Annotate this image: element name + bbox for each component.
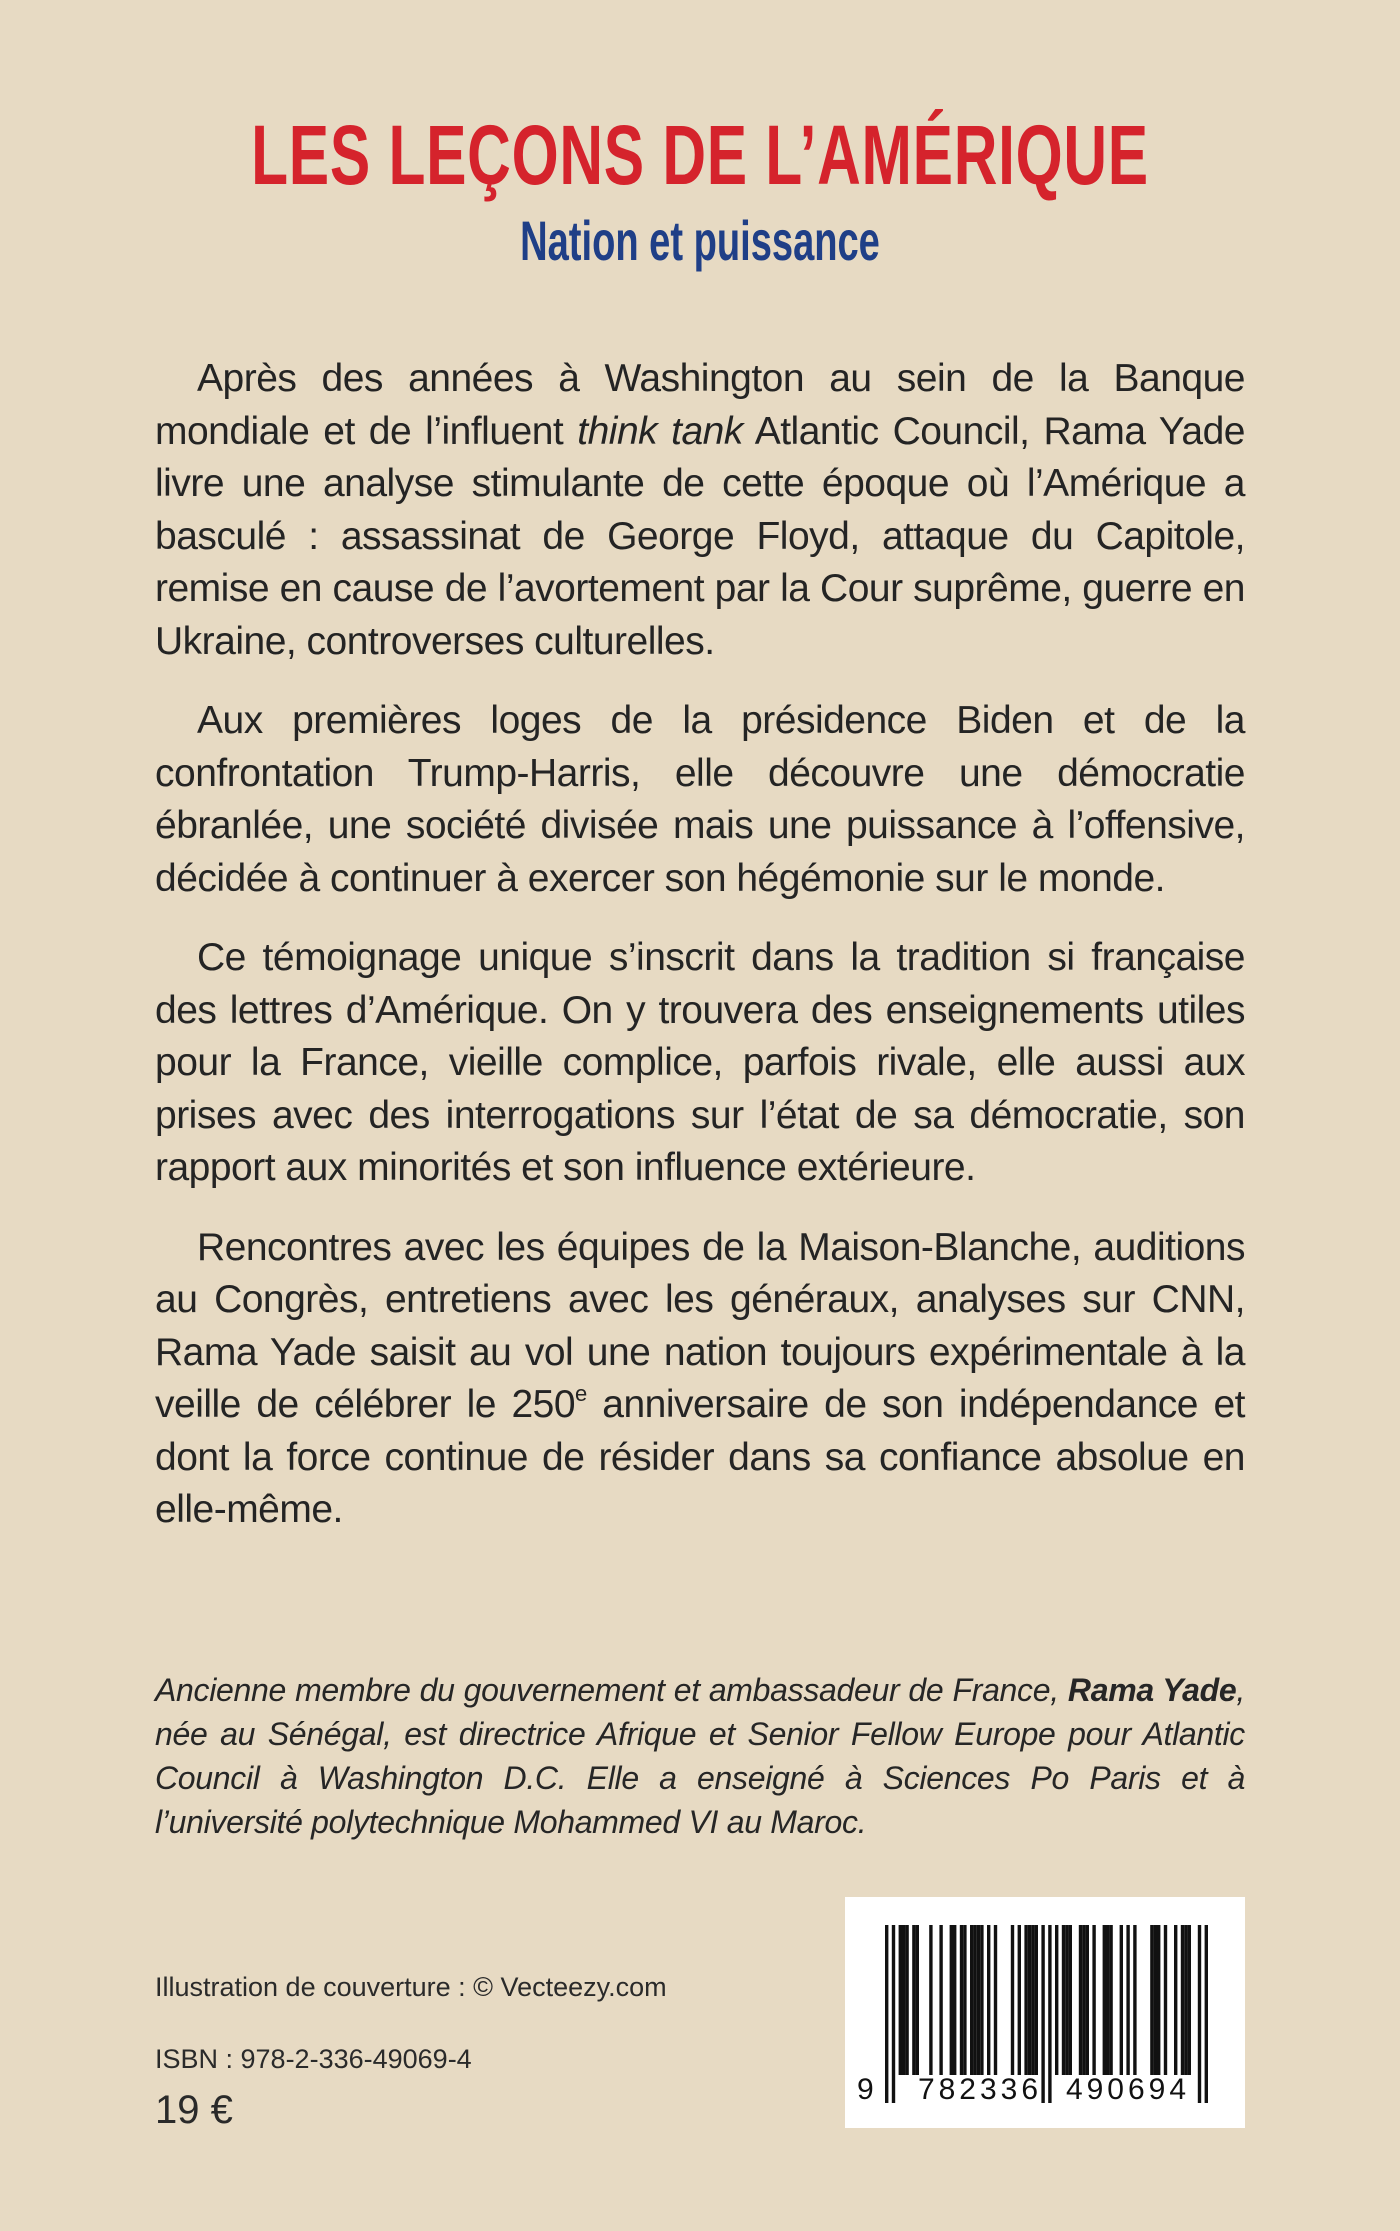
barcode-bar xyxy=(1126,1925,1129,2075)
barcode-bar xyxy=(980,1925,983,2075)
barcode-bar xyxy=(916,1925,919,2075)
blurb-paragraph-2: Aux premières loges de la présidence Biden et de la confrontation Trump-Harris, elle découvre une démocratie ébranlée, une société divisée mais une puissance à l’offensive, décidée à continuer à exercer son hégémonie sur le monde. xyxy=(155,699,1245,900)
barcode-bar xyxy=(1109,1925,1112,2075)
barcode-bar xyxy=(1205,1925,1208,2103)
barcode-bar xyxy=(902,1925,905,2075)
barcode-bar xyxy=(1048,1925,1051,2103)
barcode-bar xyxy=(899,1925,902,2075)
barcode-bar xyxy=(1103,1925,1106,2075)
barcode-bar xyxy=(1174,1925,1177,2075)
barcode-bar xyxy=(885,1925,888,2103)
barcode-graphic xyxy=(845,1897,1245,2128)
barcode-bar xyxy=(929,1925,932,2075)
blurb-paragraph-3: Ce témoignage unique s’inscrit dans la tradition si française des lettres d’Amérique. On y trouvera des enseignements utiles pour la France, vieille complice, parfois rivale, elle aussi aux prises avec des interrogations sur l’état de sa démocratie, son rapport aux minorités et son influence extérieure. xyxy=(155,936,1245,1189)
barcode-bar xyxy=(1157,1925,1160,2075)
blurb xyxy=(155,353,1245,1564)
think-tank-emphasis: think tank xyxy=(577,409,743,453)
barcode-bar xyxy=(1069,1925,1072,2075)
ordinal-superscript: e xyxy=(575,1381,587,1406)
blurb-paragraph-1: Après des années à Washington au sein de la Banque mondiale et de l’influent think tank Atlantic Council, Rama Yade livre une analyse stimulante de cette époque où l’Amérique a basculé : assassinat de George Floyd, attaque du Capitole, remise en cause de l’avortement par la Cour suprême, guerre en Ukraine, controverses culturelles. xyxy=(155,357,1245,663)
price: 19 € xyxy=(155,2088,233,2132)
barcode-bar xyxy=(960,1925,963,2075)
book-title: LES LEÇONS DE L’AMÉRIQUE xyxy=(251,108,1149,202)
barcode-bar xyxy=(1154,1925,1157,2075)
barcode-left-digits: 782336 xyxy=(917,2073,1043,2106)
barcode-bar xyxy=(994,1925,997,2075)
blurb-paragraph-4: Rencontres avec les équipes de la Maison-Blanche, auditions au Congrès, entretiens avec les généraux, analyses sur CNN, Rama Yade saisit au vol une nation toujours expérimentale à la veille de célébrer le 250e anniversaire de son indépendance et dont la force continue de résider dans sa confiance absolue en elle-même. xyxy=(155,1225,1245,1531)
barcode-bar xyxy=(1092,1925,1095,2075)
barcode-bar xyxy=(1198,1925,1201,2103)
barcode-bar xyxy=(953,1925,956,2075)
barcode-bar xyxy=(1106,1925,1109,2075)
isbn: ISBN : 978-2-336-49069-4 xyxy=(155,2044,472,2074)
barcode-bar xyxy=(1188,1925,1191,2075)
barcode-bar xyxy=(1164,1925,1167,2075)
barcode-bar xyxy=(1028,1925,1031,2075)
barcode-bar xyxy=(1062,1925,1065,2075)
barcode-bar xyxy=(912,1925,915,2075)
barcode-bar xyxy=(905,1925,908,2075)
barcode xyxy=(845,1897,1245,2128)
barcode-bar xyxy=(1086,1925,1089,2075)
barcode-bar xyxy=(1031,1925,1034,2075)
barcode-first-digit: 9 xyxy=(857,2073,874,2106)
barcode-bar xyxy=(950,1925,953,2075)
barcode-bar xyxy=(973,1925,976,2075)
barcode-bar xyxy=(1184,1925,1187,2075)
barcode-bar xyxy=(1082,1925,1085,2075)
barcode-bar xyxy=(1150,1925,1153,2075)
barcode-right-digits: 490694 xyxy=(1065,2073,1191,2106)
barcode-bar xyxy=(977,1925,980,2075)
barcode-bar xyxy=(1011,1925,1014,2075)
barcode-bar xyxy=(1018,1925,1021,2075)
barcode-bar xyxy=(1035,1925,1038,2075)
book-subtitle: Nation et puissance xyxy=(520,209,880,272)
barcode-bar xyxy=(892,1925,895,2103)
illustration-credit: Illustration de couverture : © Vecteezy.com xyxy=(155,1972,667,2002)
barcode-bar xyxy=(1181,1925,1184,2075)
barcode-bar xyxy=(1120,1925,1123,2075)
barcode-bar xyxy=(970,1925,973,2075)
barcode-bar xyxy=(963,1925,966,2075)
barcode-bar xyxy=(1065,1925,1068,2075)
author-bio: Ancienne membre du gouvernement et ambassadeur de France, Rama Yade, née au Sénégal, est directrice Afrique et Senior Fellow Europe pour Atlantic Council à Washington D.C. Elle a enseigné à Sciences Po Paris et à l’université polytechnique Mohammed VI au Maroc. xyxy=(155,1672,1245,1840)
barcode-bar xyxy=(939,1925,942,2075)
barcode-bar xyxy=(1133,1925,1136,2075)
barcode-bar xyxy=(987,1925,990,2075)
barcode-bar xyxy=(1079,1925,1082,2075)
barcode-bar xyxy=(1055,1925,1058,2075)
barcode-bar xyxy=(1024,1925,1027,2075)
author-name: Rama Yade xyxy=(1067,1672,1237,1708)
